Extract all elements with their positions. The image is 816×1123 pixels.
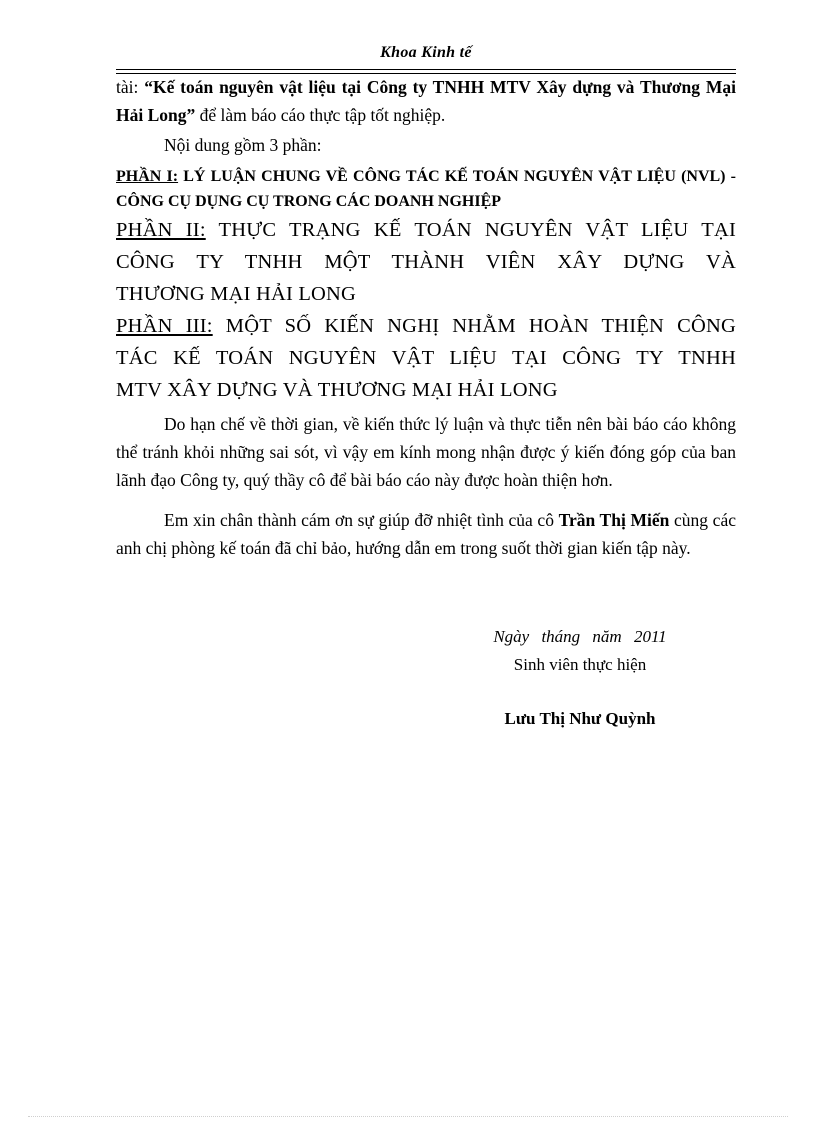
part-2	[116, 214, 736, 310]
part-1	[116, 164, 736, 214]
signature-date: Ngày tháng năm 2011	[493, 627, 667, 646]
part-2-text-1: THỰC TRẠNG KẾ TOÁN NGUYÊN VẬT LIỆU TẠI	[218, 219, 736, 241]
part-3-line-2: TÁC KẾ TOÁN NGUYÊN VẬT LIỆU TẠI CÔNG TY TNHH	[116, 347, 736, 369]
part-3-text-1: MỘT SỐ KIẾN NGHỊ NHẰM HOÀN THIỆN CÔNG	[225, 315, 737, 337]
part-1-text: LÝ LUẬN CHUNG VỀ CÔNG TÁC KẾ TOÁN NGUYÊN VẬT LIỆU (NVL) - CÔNG CỤ DỤNG CỤ TRONG CÁC DOANH NGHIỆP	[116, 168, 736, 210]
header-rule-thick	[116, 69, 736, 70]
paragraph-2-after: cùng các anh chị phòng kế toán đã chỉ bảo, hướng dẫn em trong suốt thời gian kiến tập này.	[116, 510, 736, 558]
intro-paragraph	[116, 73, 736, 129]
signature-block	[470, 624, 690, 732]
part-3-line-3: MTV XÂY DỰNG VÀ THƯƠNG MẠI HẢI LONG	[116, 379, 558, 401]
part-3-label: PHẦN III:	[116, 315, 213, 337]
page-header: Khoa Kinh tế	[380, 44, 472, 61]
part-3-line-1	[116, 310, 736, 342]
signature-name: Lưu Thị Như Quỳnh	[504, 709, 656, 728]
part-2-label: PHẦN II:	[116, 219, 206, 241]
page-bottom-border	[28, 1116, 788, 1117]
part-2-line-2: CÔNG TY TNHH MỘT THÀNH VIÊN XÂY DỰNG VÀ	[116, 251, 736, 273]
intro-lead: tài:	[116, 77, 145, 97]
document-body	[116, 73, 736, 562]
signature-role: Sinh viên thực hiện	[513, 655, 647, 674]
paragraph-2	[116, 506, 736, 562]
part-2-line-3: THƯƠNG MẠI HẢI LONG	[116, 283, 357, 305]
paragraph-2-before: Em xin chân thành cám ơn sự giúp đỡ nhiệt tình của cô	[164, 510, 559, 530]
part-3	[116, 310, 736, 406]
supervisor-name: Trần Thị Miến	[558, 510, 670, 530]
part-1-label: PHẦN I:	[116, 168, 179, 185]
paragraph-1: Do hạn chế về thời gian, về kiến thức lý luận và thực tiễn nên bài báo cáo không thể tránh khỏi những sai sót, vì vậy em kính mong nhận được ý kiến đóng góp của ban lãnh đạo Công ty, quý thầy cô để bài báo cáo này được hoàn thiện hơn.	[116, 414, 736, 490]
report-topic: “Kế toán nguyên vật liệu tại Công ty TNHH MTV Xây dựng và Thương Mại Hải Long”	[116, 77, 737, 125]
intro-tail: để làm báo cáo thực tập tốt nghiệp.	[195, 105, 446, 125]
part-2-line-1	[116, 214, 736, 246]
content-intro: Nội dung gồm 3 phần:	[164, 135, 322, 155]
